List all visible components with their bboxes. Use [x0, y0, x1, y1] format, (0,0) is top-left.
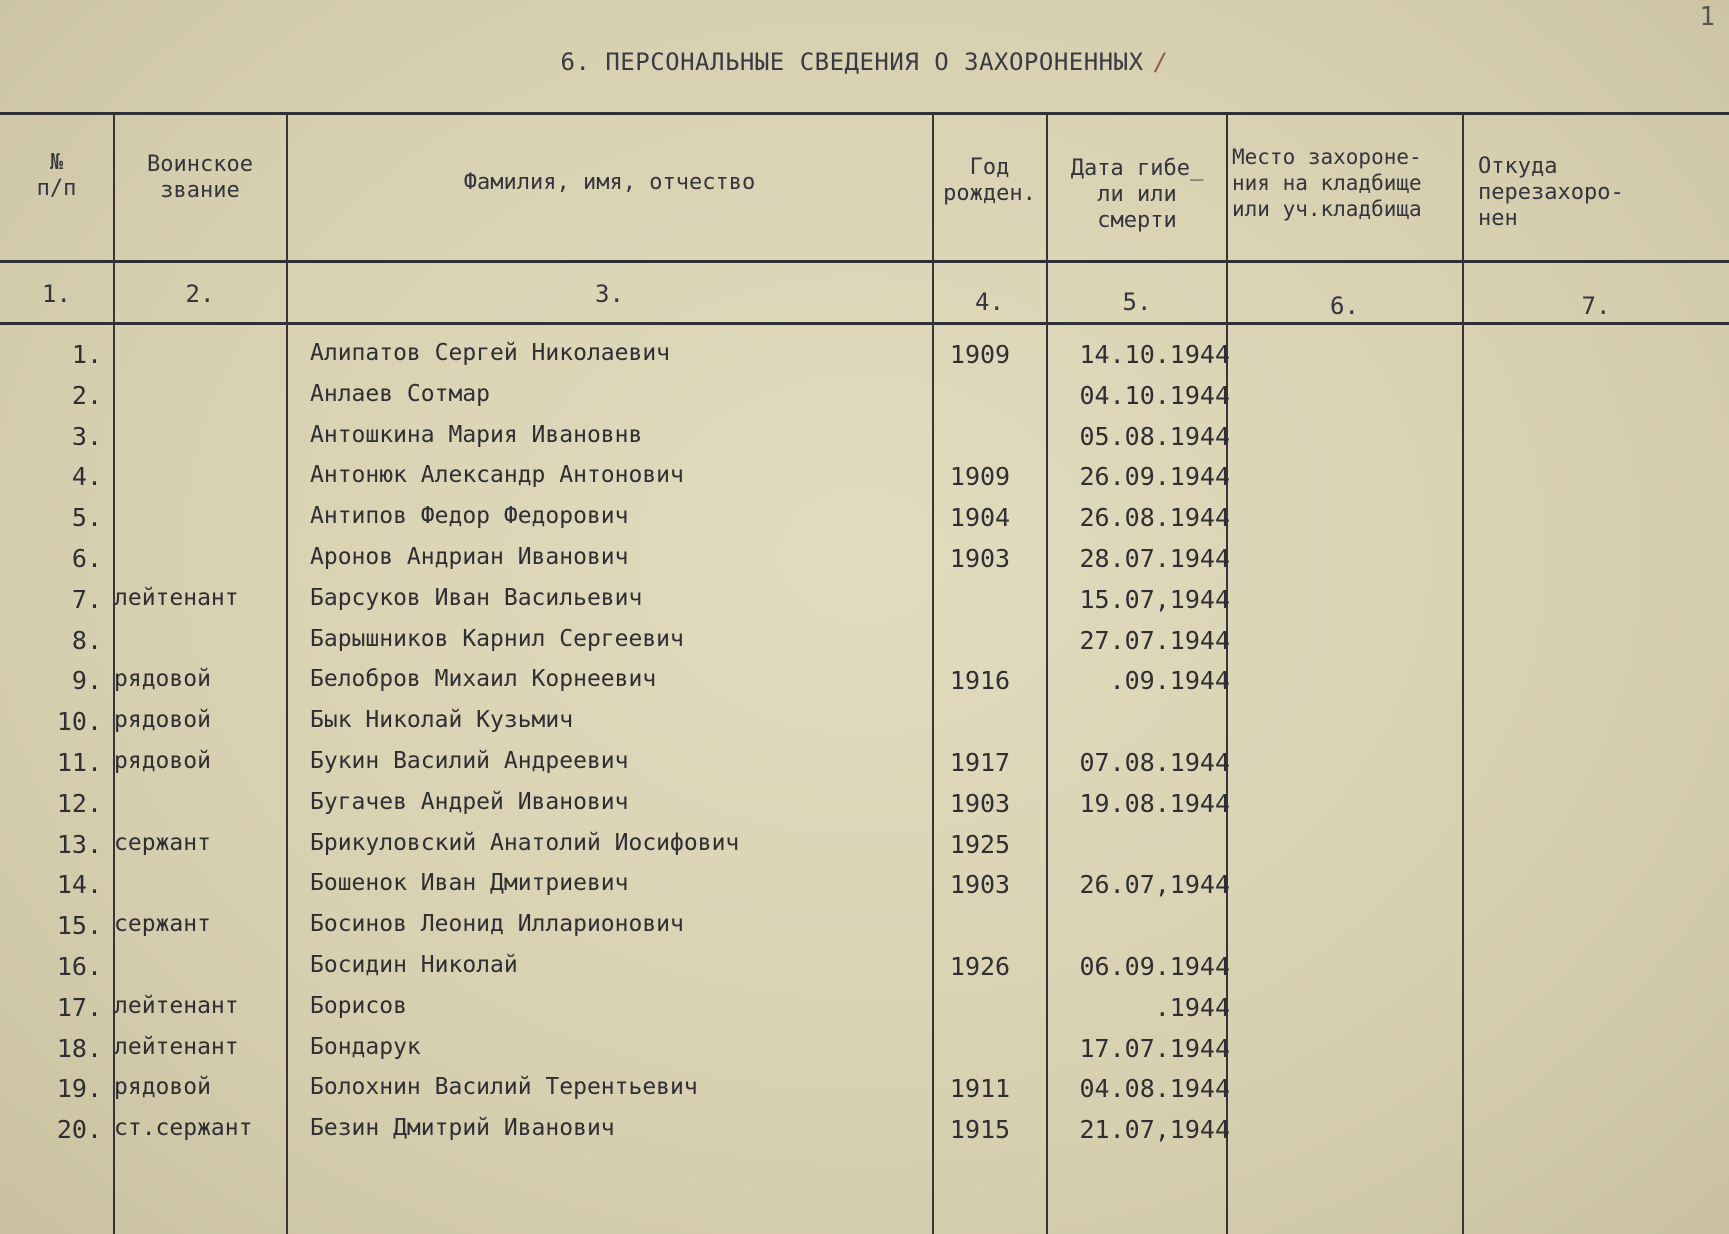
header-burial-place-line1: Место захороне- [1232, 145, 1422, 169]
row-birth-year: 1903 [949, 544, 1011, 573]
row-full-name: Бугачев Андрей Иванович [310, 788, 629, 815]
row-number: 17. [56, 992, 102, 1022]
table-row [0, 993, 1729, 1029]
table-row [0, 952, 1729, 988]
row-full-name: Босидин Николай [310, 952, 518, 978]
row-birth-year: 1903 [949, 870, 1011, 900]
row-death-date: 14.10.1944 [1079, 340, 1230, 369]
document-title [0, 48, 1729, 76]
row-birth-year: 1917 [949, 748, 1011, 777]
row-rank: сержант [114, 829, 211, 856]
table-row [0, 340, 1729, 376]
table-row [0, 870, 1729, 906]
row-death-date: 17.07.1944 [1079, 1033, 1230, 1063]
header-birth-year [933, 155, 1046, 207]
row-full-name: Борисов [310, 992, 407, 1019]
table-row [0, 830, 1729, 866]
header-reburied-from-line1: Откуда [1478, 154, 1558, 179]
corner-mark: 1 [1699, 2, 1715, 32]
row-number: 16. [56, 952, 102, 981]
row-full-name: Алипатов Сергей Николаевич [310, 340, 671, 366]
table-row [0, 381, 1729, 417]
row-rank: лейтенант [114, 992, 239, 1019]
table-row [0, 422, 1729, 458]
header-death-date-line3: смерти [1097, 208, 1177, 233]
row-full-name: Брикуловский Анатолий Иосифович [310, 829, 740, 856]
table-row [0, 626, 1729, 662]
header-rank [114, 152, 286, 204]
column-number-1: 1. [42, 280, 71, 308]
row-number: 7. [71, 584, 102, 614]
header-death-date-line2: ли или [1097, 182, 1177, 207]
row-number: 3. [71, 421, 102, 451]
column-number-6: 6. [1330, 292, 1359, 320]
column-number-7: 7. [1581, 292, 1611, 320]
header-death-date-line1: Дата гибе_ [1070, 156, 1204, 181]
row-death-date: 27.07.1944 [1079, 625, 1230, 655]
row-birth-year: 1925 [949, 829, 1011, 859]
row-full-name: Босинов Леонид Илларионович [310, 911, 684, 938]
row-number: 11. [56, 748, 102, 777]
table-row [0, 1115, 1729, 1151]
header-rank-line1: Воинское [147, 152, 253, 177]
header-reburied-from-line2: перезахоро- [1478, 180, 1624, 205]
row-full-name: Барышников Карнил Сергеевич [310, 625, 684, 652]
row-rank: рядовой [114, 748, 211, 774]
table-row [0, 789, 1729, 825]
column-number-4: 4. [975, 288, 1004, 316]
row-death-date: 26.07,1944 [1079, 870, 1230, 900]
table-row [0, 911, 1729, 947]
table-row [0, 462, 1729, 498]
row-number: 18. [56, 1033, 102, 1063]
header-death-date [1047, 156, 1227, 234]
row-death-date: 07.08.1944 [1079, 748, 1230, 777]
row-rank: лейтенант [114, 1033, 239, 1060]
row-number: 20. [56, 1115, 102, 1145]
row-birth-year: 1926 [949, 952, 1011, 981]
header-number-line1: № [49, 150, 64, 175]
row-death-date: .1944 [1154, 992, 1230, 1022]
row-full-name: Антипов Федор Федорович [310, 503, 629, 530]
row-birth-year: 1904 [949, 503, 1011, 533]
header-burial-place-line3: или уч.кладбища [1232, 197, 1422, 221]
column-number-2: 2. [185, 280, 215, 308]
row-death-date: 26.09.1944 [1079, 462, 1230, 492]
table-row [0, 503, 1729, 539]
row-death-date: 05.08.1944 [1079, 421, 1230, 451]
row-death-date: 06.09.1944 [1079, 952, 1230, 981]
row-full-name: Белобров Михаил Корнеевич [310, 666, 657, 693]
row-rank: сержант [114, 911, 211, 938]
table-row [0, 544, 1729, 580]
table-row [0, 1074, 1729, 1110]
row-rank: рядовой [114, 707, 211, 734]
header-number [0, 150, 113, 202]
header-full-name [287, 170, 932, 196]
row-number: 2. [71, 380, 102, 410]
row-full-name: Букин Василий Андреевич [310, 748, 629, 774]
row-full-name: Антонюк Александр Антонович [310, 462, 684, 489]
row-death-date: 15.07,1944 [1079, 584, 1230, 614]
row-number: 6. [71, 544, 102, 573]
row-number: 12. [56, 788, 102, 818]
row-number: 19. [56, 1074, 102, 1104]
row-number: 8. [71, 625, 102, 655]
column-number-5: 5. [1122, 288, 1152, 316]
row-number: 5. [71, 503, 102, 533]
row-birth-year: 1916 [949, 666, 1011, 696]
row-death-date: 19.08.1944 [1079, 788, 1230, 818]
row-birth-year: 1909 [949, 340, 1011, 369]
header-rank-line2: звание [160, 178, 240, 203]
row-full-name: Бондарук [310, 1033, 421, 1060]
header-birth-year-line1: Год [969, 155, 1010, 180]
header-full-name-line1: Фамилия, имя, отчество [463, 170, 756, 195]
row-birth-year: 1909 [949, 462, 1011, 492]
header-reburied-from-line3: нен [1478, 206, 1518, 231]
header-reburied-from [1478, 154, 1718, 232]
table-top-rule [0, 112, 1729, 115]
header-birth-year-line2: рожден. [943, 181, 1036, 206]
row-full-name: Болохнин Василий Терентьевич [310, 1074, 698, 1101]
header-number-line2: п/п [36, 176, 77, 201]
table-row [0, 1034, 1729, 1070]
row-birth-year: 1911 [949, 1074, 1011, 1104]
row-rank: рядовой [114, 1074, 211, 1101]
header-bottom-rule [0, 260, 1729, 263]
column-number-3: 3. [595, 280, 624, 308]
table-row [0, 707, 1729, 743]
row-rank: лейтенант [114, 584, 239, 611]
row-number: 4. [71, 462, 102, 492]
table-row [0, 748, 1729, 784]
row-number: 15. [56, 911, 102, 941]
row-full-name: Анлаев Сотмар [310, 380, 491, 407]
row-full-name: Антошкина Мария Ивановнв [310, 421, 643, 448]
row-number: 13. [56, 829, 102, 859]
row-birth-year: 1903 [949, 788, 1011, 818]
row-rank: ст.сержант [114, 1115, 253, 1142]
column-number-rule [0, 322, 1729, 325]
row-death-date: 28.07.1944 [1079, 544, 1230, 573]
row-full-name: Барсуков Иван Васильевич [310, 584, 643, 611]
row-number: 1. [71, 340, 102, 369]
table-row [0, 666, 1729, 702]
row-full-name: Аронов Андриан Иванович [310, 544, 629, 570]
row-birth-year: 1915 [949, 1115, 1011, 1145]
row-number: 10. [56, 707, 102, 737]
row-number: 9. [71, 666, 102, 696]
table-row [0, 585, 1729, 621]
title-mark: / [1153, 48, 1169, 76]
row-full-name: Безин Дмитрий Иванович [310, 1115, 615, 1142]
row-number: 14. [56, 870, 102, 900]
row-death-date: 21.07,1944 [1079, 1115, 1230, 1145]
header-burial-place-line2: ния на кладбище [1232, 171, 1422, 195]
title-text: 6. ПЕРСОНАЛЬНЫЕ СВЕДЕНИЯ О ЗАХОРОНЕННЫХ [560, 48, 1144, 76]
row-full-name: Бык Николай Кузьмич [310, 707, 574, 734]
row-rank: рядовой [114, 666, 211, 693]
row-death-date: 04.08.1944 [1079, 1074, 1230, 1104]
row-full-name: Бошенок Иван Дмитриевич [310, 870, 629, 897]
row-death-date: .09.1944 [1109, 666, 1230, 696]
header-burial-place [1232, 144, 1464, 222]
row-death-date: 26.08.1944 [1079, 503, 1230, 533]
row-death-date: 04.10.1944 [1079, 380, 1230, 410]
